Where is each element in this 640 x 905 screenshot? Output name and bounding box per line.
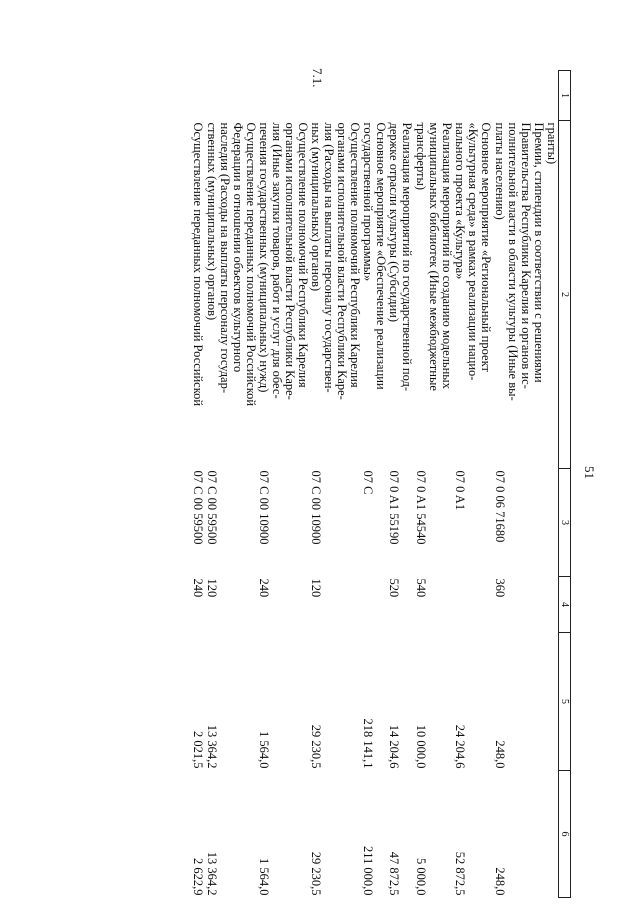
description-line: органами исполнительной власти Республики Каре- [335, 122, 349, 400]
amount-year-2: 5 000,0 [414, 858, 428, 896]
target-article-code: 07 0 A1 54540 [414, 470, 428, 545]
target-article-code: 07 0 A1 55190 [387, 470, 401, 545]
row-description [387, 121, 414, 469]
column-header: 1 [559, 71, 571, 121]
description-line: нального проекта «Культура» [453, 122, 467, 280]
row-number-cell [191, 71, 205, 121]
description-line: Осуществление полномочий Республики Карелия [348, 122, 362, 388]
description-line: муниципальных библиотек (Иные межбюджетные [427, 122, 441, 391]
expense-type-code: 520 [387, 578, 401, 598]
row-description [545, 121, 559, 469]
row-number-cell [453, 71, 493, 121]
description-line: печения государственных (муниципальных) нужд) [257, 122, 271, 393]
amount-year-1: 29 230,5 [309, 724, 323, 769]
row-number-cell [414, 71, 453, 121]
amount-year-2: 211 000,0 [361, 845, 375, 896]
amount-year-2: 13 364,2 [205, 851, 219, 896]
description-line: держке отрасли культуры (Субсидии) [387, 122, 401, 322]
column-header: 2 [559, 121, 571, 469]
description-line: «Культурная среда» в рамках реализации нацио- [466, 122, 480, 381]
row-number-cell [545, 71, 559, 121]
amount-year-1: 1 564,0 [257, 731, 271, 769]
expense-type-code: 240 [191, 578, 205, 598]
budget-table [191, 70, 571, 898]
expense-type-code: 120 [309, 578, 323, 598]
table-row [493, 71, 545, 898]
description-line: Реализация мероприятий по государственной под- [400, 122, 414, 391]
description-line: Премии, стипендии в соответствии с решениями [532, 122, 546, 383]
amount-year-1: 24 204,6 [453, 724, 467, 769]
row-description [191, 121, 205, 469]
description-line: Основное мероприятие «Региональный проект [479, 122, 493, 372]
row-number-cell [257, 71, 309, 121]
row-description [414, 121, 453, 469]
row-description [309, 121, 361, 469]
row-number-cell [361, 71, 387, 121]
section-number: 7.1. [310, 68, 325, 88]
row-number-cell [309, 71, 361, 121]
expense-type-code: 540 [414, 578, 428, 598]
description-line: органами исполнительной власти Республики Каре- [283, 122, 297, 400]
amount-year-2: 1 564,0 [257, 858, 271, 896]
expense-type-code [545, 577, 559, 633]
row-number-cell [387, 71, 414, 121]
target-article-code [545, 469, 559, 577]
description-line: государственной программы» [361, 122, 375, 282]
target-article-code: 07 С 00 10900 [257, 470, 271, 545]
target-article-code: 07 С 00 59500 [191, 470, 205, 545]
row-number-cell [493, 71, 545, 121]
description-line: Осуществление переданных полномочий Российской [244, 122, 258, 407]
description-line: Осуществление полномочий Республики Карелия [296, 122, 310, 388]
amount-year-2: 29 230,5 [309, 851, 323, 896]
target-article-code: 07 С 00 10900 [309, 470, 323, 545]
amount-year-2: 2 622,9 [191, 858, 205, 896]
table-row [257, 71, 309, 898]
table-row [205, 71, 257, 898]
amount-year-1: 10 000,0 [414, 724, 428, 769]
row-number-cell [205, 71, 257, 121]
description-line: Основное мероприятие «Обеспечение реализации [374, 122, 388, 390]
column-header: 4 [559, 577, 571, 633]
description-line: Осуществление переданных полномочий Российской [191, 122, 205, 407]
column-header: 5 [559, 633, 571, 771]
description-line: ственных (муниципальных) органов) [205, 122, 219, 321]
table-row [387, 71, 414, 898]
expense-type-code: 120 [205, 578, 219, 598]
table-row [414, 71, 453, 898]
amount-year-1: 248,0 [493, 740, 507, 769]
amount-year-1: 2 021,5 [191, 731, 205, 769]
table-row [453, 71, 493, 898]
row-description [361, 121, 387, 469]
expense-type-code [453, 577, 493, 633]
description-line: лия (Расходы на выплаты персоналу государствен- [322, 122, 336, 393]
expense-type-code: 240 [257, 578, 271, 598]
description-line: полнительной власти в области культуры (Иные вы- [506, 122, 520, 401]
amount-year-2: 52 872,5 [453, 851, 467, 896]
column-header: 6 [559, 771, 571, 898]
amount-year-2: 248,0 [493, 867, 507, 896]
table-row [191, 71, 205, 898]
description-line: ных (муниципальных) органов) [309, 122, 323, 292]
table-row [545, 71, 559, 898]
target-article-code: 07 0 06 71680 [493, 470, 507, 543]
description-line: наследия (Расходы на выплаты персоналу государ- [218, 122, 232, 394]
description-line: Правительства Республики Карелия и органов ис- [519, 122, 533, 389]
expense-type-code: 360 [493, 578, 507, 598]
amount-year-1 [545, 633, 559, 771]
description-line: платы населению) [493, 122, 507, 220]
row-description [453, 121, 493, 469]
table-row [309, 71, 361, 898]
description-line: трансферты) [414, 122, 428, 191]
target-article-code: 07 0 A1 [453, 470, 467, 511]
amount-year-1: 14 204,6 [387, 724, 401, 769]
row-description [205, 121, 257, 469]
amount-year-2 [545, 771, 559, 898]
amount-year-1: 218 141,1 [361, 718, 375, 769]
target-article-code: 07 С 00 59500 [205, 470, 219, 545]
column-header-row [559, 71, 571, 898]
amount-year-2: 47 872,5 [387, 851, 401, 896]
row-description [493, 121, 545, 469]
description-line: лия (Иные закупки товаров, работ и услуг для обес- [270, 122, 284, 399]
description-line: Федерации в отношении объектов культурного [231, 122, 245, 373]
amount-year-1: 13 364,2 [205, 724, 219, 769]
expense-type-code [361, 577, 387, 633]
description-line: гранты) [545, 122, 559, 165]
description-line: Реализация мероприятий по созданию модельных [440, 122, 454, 389]
row-description [257, 121, 309, 469]
table-row [361, 71, 387, 898]
target-article-code: 07 С [361, 470, 375, 495]
column-header: 3 [559, 469, 571, 577]
page-number: 51 [582, 466, 597, 479]
